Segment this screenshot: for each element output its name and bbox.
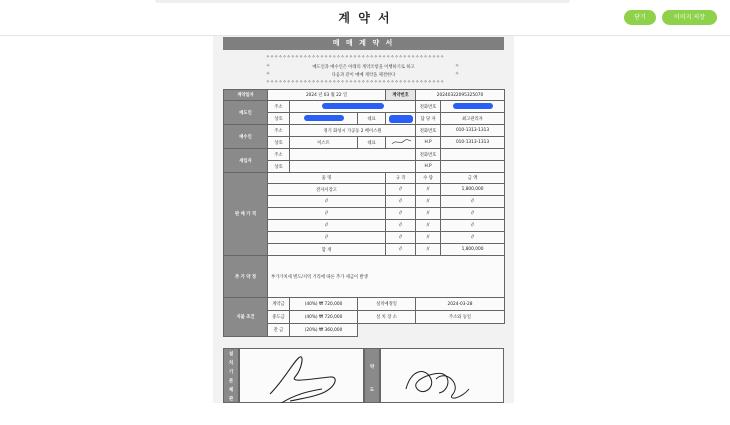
tenant-address: [290, 149, 416, 161]
buyer-label: 매수인: [224, 125, 268, 149]
middle-label: 중도금: [268, 311, 290, 324]
seller-trade-label: 상호: [268, 113, 290, 125]
item-name: //: [268, 196, 386, 208]
seller-trade-redacted: [290, 113, 358, 125]
item-amount: 1,800,000: [441, 184, 505, 196]
seller-addr-label: 주소: [268, 101, 290, 113]
item-amount: //: [441, 220, 505, 232]
buyer-trade-label: 상호: [268, 137, 290, 149]
intro-line-1: 매도인과 매수인은 아래의 계약조항을 이행하기로 하고: [312, 65, 415, 70]
buyer-address: 경기 화성시 가공동 2 베이스원: [290, 125, 416, 137]
buyer-hp: 010-1313-1313: [441, 137, 505, 149]
item-qty: //: [416, 208, 441, 220]
deposit-label: 계약금: [268, 298, 290, 311]
deposit-value: (40%) ₩ 720,000: [290, 298, 358, 311]
tenant-trade-label: 상호: [268, 161, 290, 173]
document-title: 매 매 계 약 서: [223, 37, 504, 50]
buyer-hp-label: H.P: [416, 137, 441, 149]
contract-no-label: 계약번호: [386, 90, 416, 101]
total-label: 합 계: [268, 244, 386, 256]
install-date-label: 설치예정일: [358, 298, 416, 311]
seller-rep-label: 대표: [358, 113, 386, 125]
item-name: //: [268, 220, 386, 232]
item-qty: //: [416, 196, 441, 208]
star-left: ✧: [266, 71, 271, 77]
seller-manager: 최고관리자: [441, 113, 505, 125]
tenant-hp-label: H.P: [416, 161, 441, 173]
seller-address-redacted: [290, 101, 416, 113]
installer-signature-label: 설 치 기 본 제 관: [223, 348, 239, 403]
tenant-label: 세입자: [224, 149, 268, 173]
total-qty: //: [416, 244, 441, 256]
star-right: ✧: [455, 71, 460, 77]
seller-rep-redacted: [386, 113, 416, 125]
buyer-phone: 010-1313-1313: [441, 125, 505, 137]
item-name: //: [268, 232, 386, 244]
star-right: ✧: [455, 63, 460, 69]
buyer-rep-signature: [386, 137, 416, 149]
item-name: //: [268, 208, 386, 220]
item-amount: //: [441, 208, 505, 220]
col-qty-header: 수 량: [416, 173, 441, 184]
contract-table: [223, 89, 505, 337]
seller-phone-label: 전화번호: [416, 101, 441, 113]
notes-text: 부가가치세 별도/지역 거리에 따른 추가 세금이 발생: [268, 256, 505, 298]
item-amount: //: [441, 196, 505, 208]
installer-signature: [239, 348, 364, 403]
col-item-header: 품 명: [268, 173, 386, 184]
buyer-phone-label: 전화번호: [416, 125, 441, 137]
contract-date-label: 계약일자: [224, 90, 268, 101]
total-amount: 1,800,000: [441, 244, 505, 256]
tenant-phone-label: 전화번호: [416, 149, 441, 161]
seller-label: 매도인: [224, 101, 268, 125]
notes-label: 추 가 약 정: [224, 256, 268, 298]
price-label: 판 매 가 격: [224, 173, 268, 256]
install-place-label: 설 치 장 소: [358, 311, 416, 324]
signature-area: [223, 348, 504, 403]
install-place: 주소와 동일: [416, 311, 505, 324]
item-spec: //: [386, 184, 416, 196]
document-viewer[interactable]: [0, 36, 730, 425]
contract-document: [213, 36, 514, 403]
buyer-trade: 미스트: [290, 137, 358, 149]
page-title: 계 약 서: [338, 11, 392, 25]
item-qty: //: [416, 184, 441, 196]
seller-phone-redacted: [441, 101, 505, 113]
top-shade: [155, 0, 570, 3]
contract-date: 2024 년 03 월 22 일: [268, 90, 386, 101]
col-amount-header: 금 액: [441, 173, 505, 184]
tenant-phone: [441, 149, 505, 161]
seller-signature-label: 약 도: [364, 348, 380, 403]
save-image-button[interactable]: 이미지 저장: [662, 10, 717, 25]
star-border-top: ✧✧✧✧✧✧✧✧✧✧✧✧✧✧✧✧✧✧✧✧✧✧✧✧✧✧✧✧✧✧✧✧✧✧✧✧✧✧✧✧✧✧✧: [266, 55, 445, 60]
balance-label: 잔 금: [268, 324, 290, 337]
contract-no: 20240322095325070: [416, 90, 505, 101]
item-spec: //: [386, 208, 416, 220]
item-qty: //: [416, 232, 441, 244]
col-spec-header: 규 격: [386, 173, 416, 184]
tenant-addr-label: 주소: [268, 149, 290, 161]
close-button[interactable]: 닫기: [624, 10, 656, 25]
total-spec: //: [386, 244, 416, 256]
install-date: 2024-03-28: [416, 298, 505, 311]
top-bar: [0, 0, 730, 36]
seller-manager-label: 담 당 자: [416, 113, 441, 125]
intro-line-2: 다음과 같이 매매 계약을 체결한다: [331, 73, 396, 78]
tenant-trade: [290, 161, 416, 173]
middle-value: (40%) ₩ 720,000: [290, 311, 358, 324]
tenant-hp: [441, 161, 505, 173]
seller-signature: [380, 348, 504, 403]
item-spec: //: [386, 220, 416, 232]
item-spec: //: [386, 196, 416, 208]
item-spec: //: [386, 232, 416, 244]
star-left: ✧: [266, 63, 271, 69]
star-border-bottom: ✧✧✧✧✧✧✧✧✧✧✧✧✧✧✧✧✧✧✧✧✧✧✧✧✧✧✧✧✧✧✧✧✧✧✧✧✧✧✧✧✧✧✧: [266, 80, 445, 85]
item-amount: //: [441, 232, 505, 244]
balance-value: (20%) ₩ 360,000: [290, 324, 358, 337]
buyer-rep-label: 대표: [358, 137, 386, 149]
payment-label: 지불 조건: [224, 298, 268, 337]
item-qty: //: [416, 220, 441, 232]
buyer-addr-label: 주소: [268, 125, 290, 137]
item-name: 전자서장고: [268, 184, 386, 196]
payment-empty: [358, 324, 505, 337]
